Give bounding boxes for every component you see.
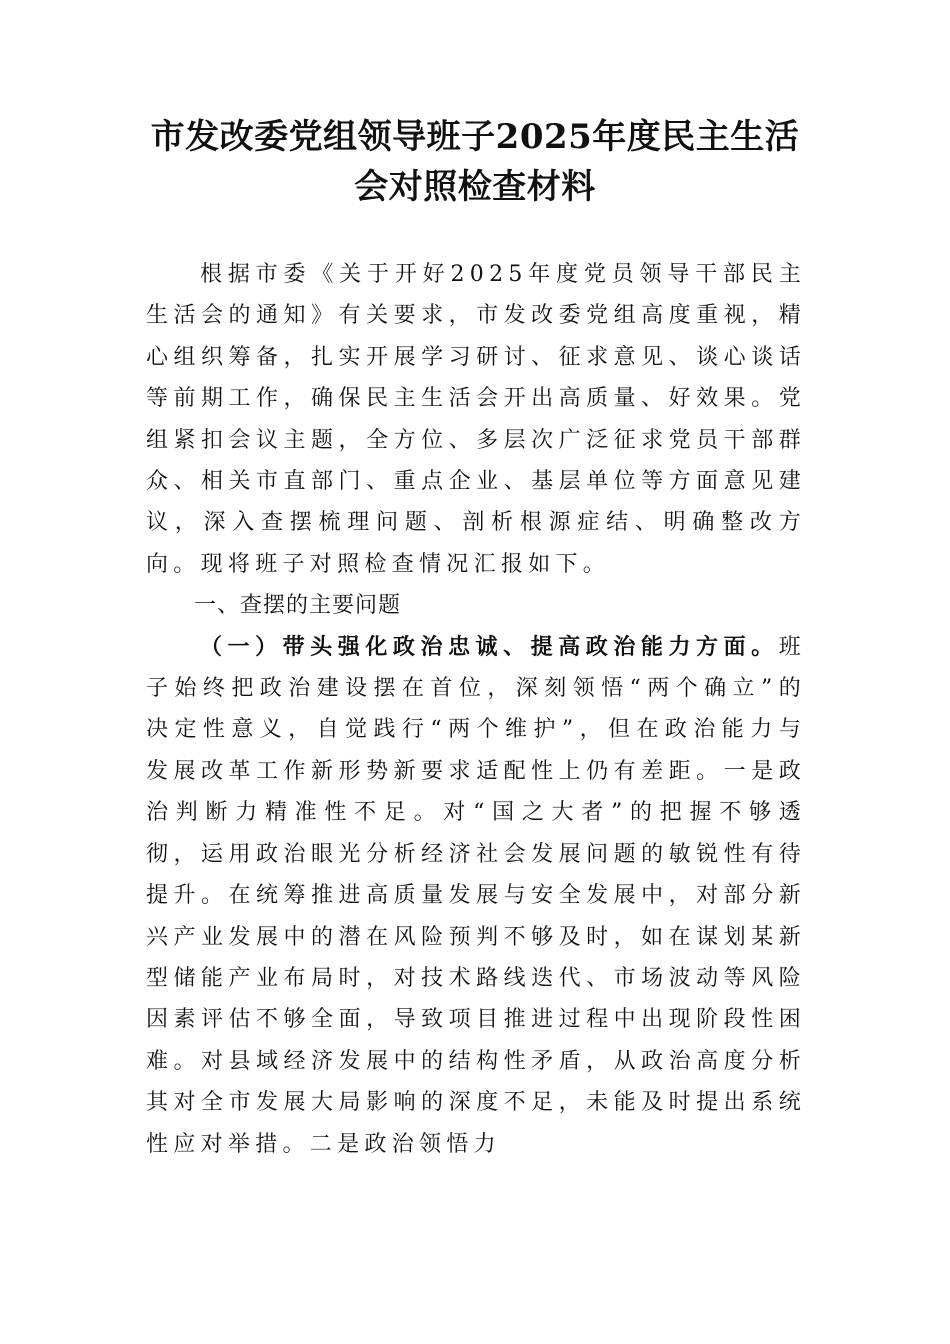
subsection-heading: （一）带头强化政治忠诚、提高政治能力方面。 xyxy=(200,633,779,660)
subsection-paragraph xyxy=(146,627,806,1165)
document-title: 市发改委党组领导班子2025年度民主生活会对照检查材料 xyxy=(150,117,800,207)
subsection-body: 班子始终把政治建设摆在首位，深刻领悟“两个确立”的决定性意义，自觉践行“两个维护”，但在政治能力与发展改革工作新形势新要求适配性上仍有差距。一是政治判断力精准性不足。对“国之大者”的把握不够透彻，运用政治眼光分析经济社会发展问题的敏锐性有待提升。在统筹推进高质量发展与安全发展中，对部分新兴产业发展中的潜在风险预判不够及时，如在谋划某新型储能产业布局时，对技术路线迭代、市场波动等风险因素评估不够全面，导致项目推进过程中出现阶段性困难。对县域经济发展中的结构性矛盾，从政治高度分析其对全市发展大局影响的深度不足，未能及时提出系统性应对举措。二是政治领悟力 xyxy=(146,634,806,1157)
section-heading-problems: 一、查摆的主要问题 xyxy=(194,593,402,619)
document-body xyxy=(146,254,806,1165)
intro-paragraph: 根据市委《关于开好2025年度党员领导干部民主生活会的通知》有关要求，市发改委党组高度重视，精心组织筹备，扎实开展学习研讨、征求意见、谈心谈话等前期工作，确保民主生活会开出高质量、好效果。党组紧扣会议主题，全方位、多层次广泛征求党员干部群众、相关市直部门、重点企业、基层单位等方面意见建议，深入查摆梳理问题、剖析根源症结、明确整改方向。现将班子对照检查情况汇报如下。 xyxy=(146,262,806,577)
